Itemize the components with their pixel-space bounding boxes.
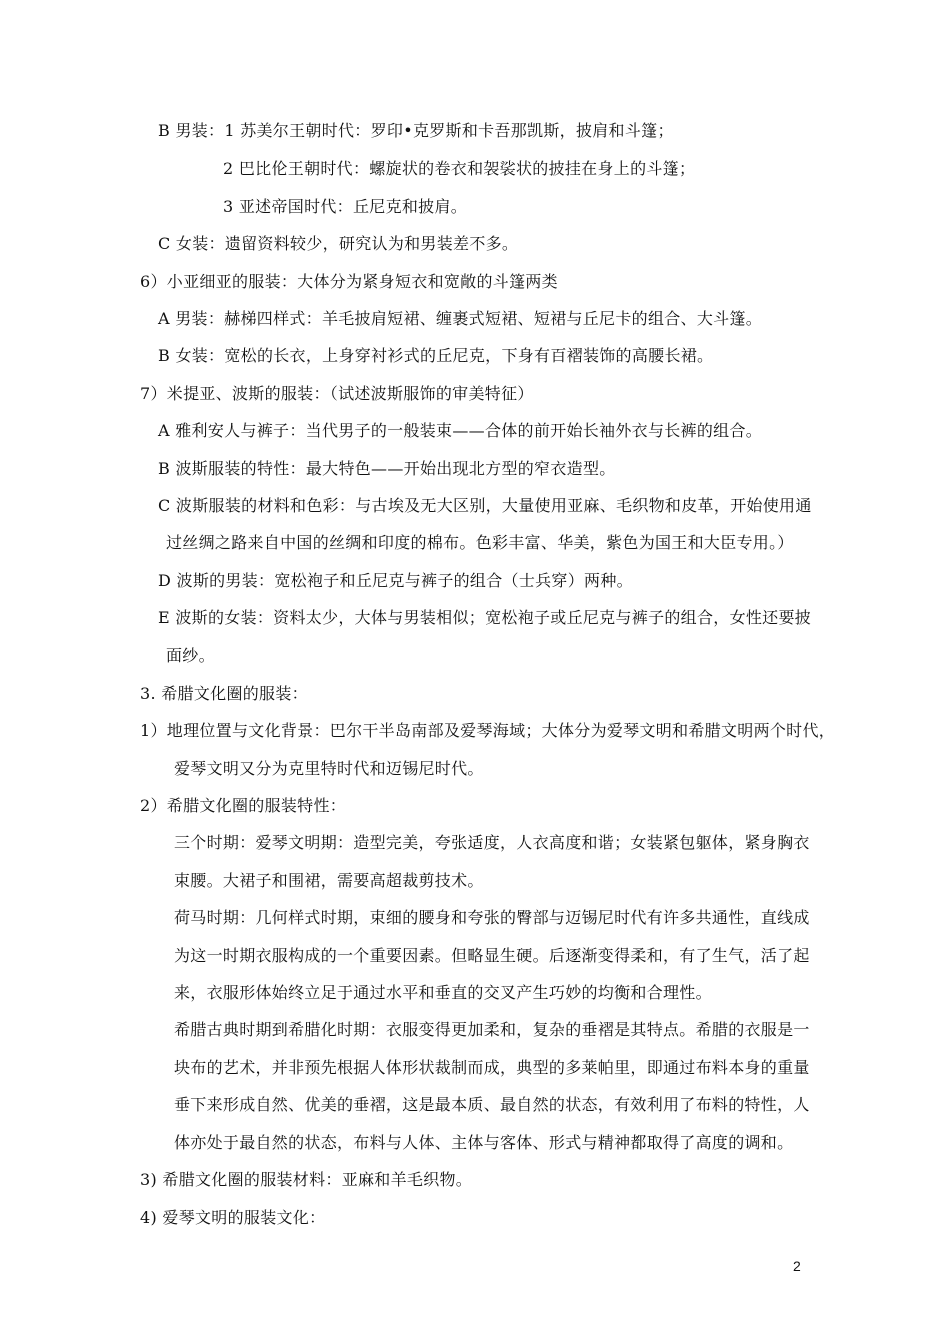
text-line: 希腊古典时期到希腊化时期：衣服变得更加柔和，复杂的垂褶是其特点。希腊的衣服是一 (174, 1020, 810, 1039)
section-heading: 2）希腊文化圈的服装特性： (140, 796, 347, 815)
section-heading: 3. 希腊文化圈的服装： (140, 684, 308, 703)
section-heading: 3) 希腊文化圈的服装材料：亚麻和羊毛织物。 (140, 1170, 473, 1189)
section-heading: 1）地理位置与文化背景：巴尔干半岛南部及爱琴海域；大体分为爱琴文明和希腊文明两个时代， (140, 721, 836, 740)
text-line: 三个时期：爱琴文明期：造型完美，夸张适度，人衣高度和谐；女装紧包躯体，紧身胸衣 (174, 833, 810, 852)
text-line: 面纱。 (166, 646, 215, 665)
text-line: 束腰。大裙子和围裙，需要高超裁剪技术。 (174, 871, 484, 890)
text-line: 过丝绸之路来自中国的丝绸和印度的棉布。色彩丰富、华美，紫色为国王和大臣专用。） (166, 533, 794, 552)
text-line: 块布的艺术，并非预先根据人体形状裁制而成，典型的多莱帕里，即通过布料本身的重量 (174, 1058, 810, 1077)
text-line: 来，衣服形体始终立足于通过水平和垂直的交叉产生巧妙的均衡和合理性。 (174, 983, 712, 1002)
text-line: 3 亚述帝国时代：丘尼克和披肩。 (223, 197, 468, 216)
text-line: E 波斯的女装：资料太少，大体与男装相似；宽松袍子或丘尼克与裤子的组合，女性还要披 (158, 608, 812, 627)
text-line: B 男装：1 苏美尔王朝时代：罗印•克罗斯和卡吾那凯斯，披肩和斗篷； (158, 121, 674, 140)
text-line: 荷马时期：几何样式时期，束细的腰身和夸张的臀部与迈锡尼时代有许多共通性，直线成 (174, 908, 810, 927)
section-heading: 4) 爱琴文明的服装文化： (140, 1208, 326, 1227)
text-line: 2 巴比伦王朝时代：螺旋状的卷衣和袈裟状的披挂在身上的斗篷； (223, 159, 696, 178)
text-line: A 男装：赫梯四样式：羊毛披肩短裙、缠裹式短裙、短裙与丘尼卡的组合、大斗篷。 (158, 309, 763, 328)
text-line: C 女装：遗留资料较少，研究认为和男装差不多。 (158, 234, 519, 253)
text-line: A 雅利安人与裤子：当代男子的一般装束——合体的前开始长袖外衣与长裤的组合。 (158, 421, 763, 440)
text-line: C 波斯服装的材料和色彩：与古埃及无大区别，大量使用亚麻、毛织物和皮革，开始使用通 (158, 496, 812, 515)
text-line: 体亦处于最自然的状态，布料与人体、主体与客体、形式与精神都取得了高度的调和。 (174, 1133, 794, 1152)
text-line: 为这一时期衣服构成的一个重要因素。但略显生硬。后逐渐变得柔和，有了生气，活了起 (174, 946, 810, 965)
text-line: B 女装：宽松的长衣，上身穿衬衫式的丘尼克，下身有百褶装饰的高腰长裙。 (158, 346, 714, 365)
page-number: 2 (793, 1258, 801, 1274)
text-line: 爱琴文明又分为克里特时代和迈锡尼时代。 (174, 759, 484, 778)
text-line: D 波斯的男装：宽松袍子和丘尼克与裤子的组合（士兵穿）两种。 (158, 571, 633, 590)
text-line: B 波斯服装的特性：最大特色——开始出现北方型的窄衣造型。 (158, 459, 616, 478)
section-heading: 7）米提亚、波斯的服装：（试述波斯服饰的审美特征） (140, 384, 534, 403)
text-line: 垂下来形成自然、优美的垂褶，这是最本质、最自然的状态，有效利用了布料的特性，人 (174, 1095, 810, 1114)
section-heading: 6）小亚细亚的服装：大体分为紧身短衣和宽敞的斗篷两类 (140, 272, 558, 291)
